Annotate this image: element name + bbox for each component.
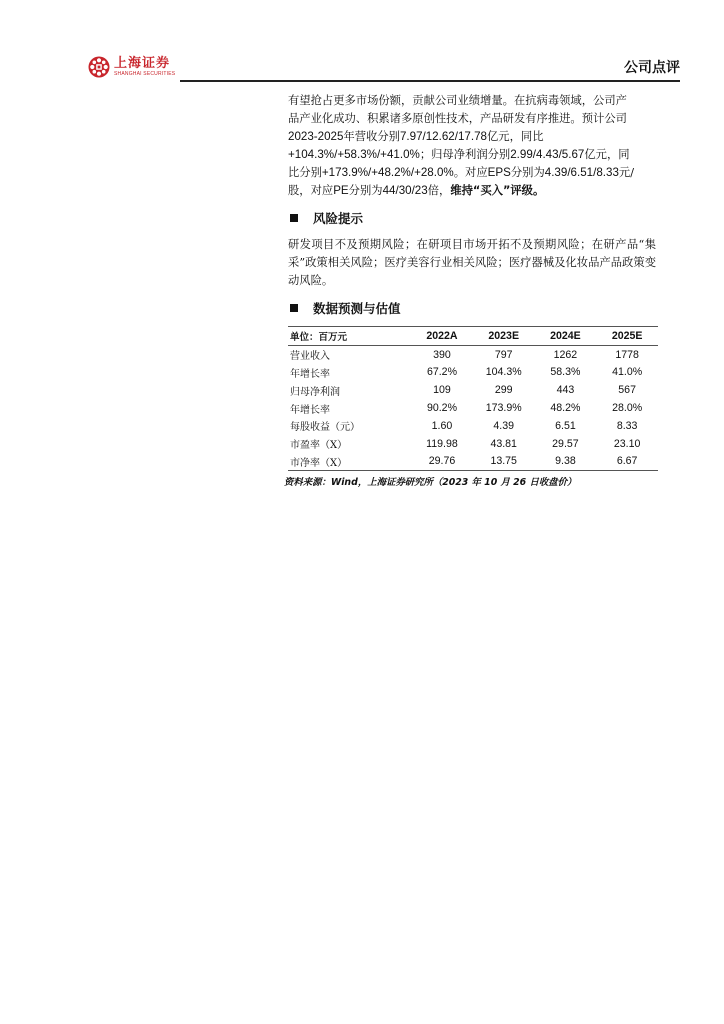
- intro-text: 亿元，同比: [487, 130, 544, 143]
- intro-text: 分别为: [348, 184, 383, 197]
- column-header: 2025E: [596, 327, 658, 346]
- intro-number: 2.99/4.43/5.67: [510, 148, 585, 161]
- table-row: [288, 399, 658, 417]
- table-cell: 1.60: [431, 419, 453, 432]
- intro-text: ；归母净利润分别: [419, 148, 511, 161]
- logo-emblem-icon: [88, 56, 110, 78]
- intro-number: 44/30/23: [382, 184, 428, 197]
- table-cell: 6.51: [555, 419, 576, 432]
- intro-text: 元/: [618, 166, 634, 179]
- table-cell: 390: [433, 348, 451, 361]
- forecast-table: [288, 326, 658, 471]
- intro-text: 亿元，同: [584, 148, 630, 161]
- table-cell: 67.2%: [426, 366, 457, 379]
- report-type-label: 公司点评: [624, 60, 680, 76]
- table-cell: 567: [618, 384, 636, 397]
- rating-statement: 维持“买入”评级。: [450, 184, 545, 197]
- intro-number: 7.97/12.62/17.78: [399, 130, 487, 143]
- table-header-row: [288, 327, 658, 346]
- intro-number: 4.39/6.51/8.33: [544, 166, 619, 179]
- table-cell: 29.76: [411, 453, 473, 471]
- table-cell: 6.67: [596, 453, 658, 471]
- table-cell: 13.75: [473, 453, 535, 471]
- forecast-heading: [288, 299, 656, 317]
- table-cell: 48.2%: [550, 402, 581, 415]
- row-label: 营业收入: [290, 351, 330, 363]
- table-cell: 43.81: [490, 437, 517, 450]
- intro-text: 倍，: [427, 184, 451, 197]
- intro-line: 有望抢占更多市场份额，贡献公司业绩增量。在抗病毒领域，公司产: [288, 94, 627, 107]
- row-label: 年增长率: [290, 404, 330, 416]
- table-row: [288, 417, 658, 435]
- table-cell: 1262: [553, 348, 578, 361]
- intro-number: EPS: [487, 166, 511, 179]
- row-label: 归母净利润: [290, 386, 340, 398]
- row-label: 市盈率（X）: [290, 440, 348, 452]
- main-content: [284, 92, 656, 489]
- risk-paragraph: 研发项目不及预期风险；在研项目市场开拓不及预期风险；在研产品“集采”政策相关风险；医疗美容行业相关风险；医疗器械及化妆品产品政策变动风险。: [288, 238, 656, 287]
- table-cell: 173.9%: [485, 402, 522, 415]
- intro-text: 分别为: [510, 166, 545, 179]
- row-label: 市净率（X）: [288, 453, 411, 471]
- column-header: 2024E: [535, 327, 597, 346]
- risk-heading: [288, 209, 656, 227]
- company-logo: [88, 56, 175, 78]
- table-cell: 8.33: [616, 419, 638, 432]
- table-row: [288, 435, 658, 453]
- intro-text: 比分别: [288, 166, 322, 179]
- intro-number: PE: [333, 184, 349, 197]
- intro-text: 年营收分别: [343, 130, 400, 143]
- column-header: 2022A: [411, 327, 473, 346]
- header-divider: [180, 80, 680, 82]
- table-cell: 104.3%: [485, 366, 522, 379]
- unit-label: 单位：百万元: [288, 327, 411, 346]
- table-cell: 797: [494, 348, 513, 361]
- table-cell: 4.39: [493, 419, 515, 432]
- table-cell: 90.2%: [426, 402, 457, 415]
- page-header: [0, 0, 724, 90]
- intro-number: +173.9%/+48.2%/+28.0%: [321, 166, 454, 179]
- table-cell: 299: [494, 384, 513, 397]
- intro-number: +104.3%/+58.3%/+41.0%: [288, 148, 420, 161]
- logo-chinese-text: 上海证券: [114, 56, 171, 71]
- table-cell: 23.10: [613, 437, 641, 450]
- table-row: [288, 364, 658, 382]
- table-cell: 41.0%: [612, 366, 643, 379]
- bullet-square-icon: [290, 304, 298, 312]
- table-cell: 9.38: [535, 453, 597, 471]
- table-row: [288, 345, 658, 363]
- table-cell: 58.3%: [550, 366, 581, 379]
- table-cell: 1778: [615, 348, 639, 361]
- table-cell: 109: [433, 384, 451, 397]
- table-cell: 28.0%: [612, 402, 643, 415]
- intro-line: 品产业化成功、积累诸多原创性技术，产品研发有序推进。预计公司: [288, 112, 627, 125]
- source-note: 资料来源：Wind，上海证券研究所（2023 年 10 月 26 日收盘价）: [284, 477, 577, 489]
- table-row: [288, 453, 658, 471]
- intro-text: 股，对应: [288, 184, 334, 197]
- intro-text: 。对应: [453, 166, 488, 179]
- forecast-title: 数据预测与估值: [313, 301, 401, 316]
- table-cell: 29.57: [552, 437, 579, 450]
- bullet-square-icon: [290, 214, 298, 222]
- row-label: 年增长率: [290, 368, 330, 380]
- table-cell: 443: [556, 384, 575, 397]
- intro-paragraph: [288, 92, 656, 200]
- intro-number: 2023-2025: [288, 130, 344, 143]
- row-label: 每股收益（元）: [290, 422, 360, 434]
- table-row: [288, 381, 658, 399]
- risk-title: 风险提示: [313, 211, 364, 226]
- logo-english-text: SHANGHAI SECURITIES: [114, 71, 176, 77]
- column-header: 2023E: [473, 327, 535, 346]
- table-cell: 119.98: [426, 437, 458, 450]
